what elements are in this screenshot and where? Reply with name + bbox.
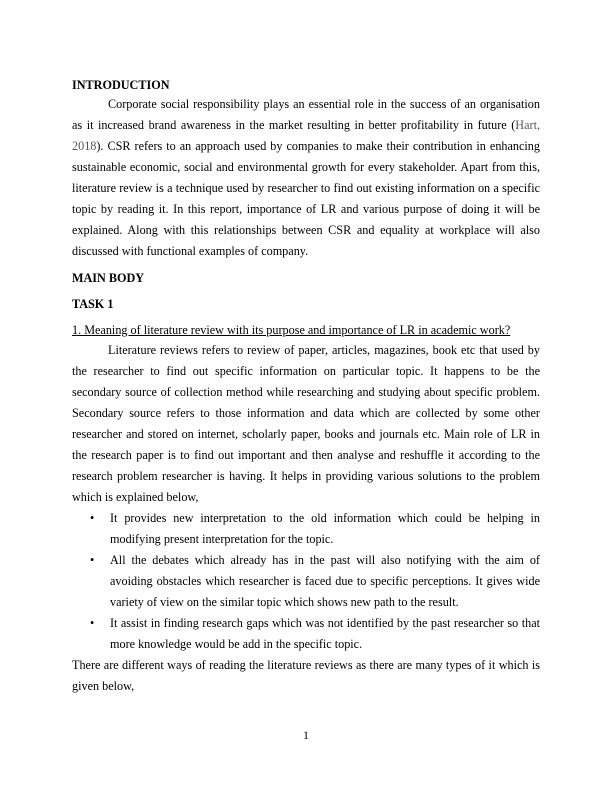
introduction-paragraph [72, 94, 540, 262]
list-item [72, 550, 540, 613]
section-paragraph: Literature reviews refers to review of paper, articles, magazines, book etc that used by the researcher to find out specific information on particular topic. It happens to be the secondary source of collection method while researching and studying about specific problem. Secondary source refers to those information and data which are collected by some other researcher and stored on internet, scholarly paper, books and journals etc. Main role of LR in the research paper is to find out important and then analyse and reshuffle it according to the research problem researcher is having. It helps in providing various solutions to the problem which is explained below, [72, 343, 540, 504]
page-number: 1 [303, 728, 309, 742]
bullet-text: It assist in finding research gaps which was not identified by the past researcher so that more knowledge would be add in the specific topic. [110, 616, 540, 651]
introduction-heading: INTRODUCTION [72, 78, 170, 92]
intro-text-end: ). CSR refers to an approach used by companies to make their contribution in enhancing sustainable economic, social and environmental growth for every stakeholder. Apart from this, literature review is a technique used by researcher to find out existing information on a specific topic by reading it. In this report, importance of LR and various purpose of doing it will be explained. Along with this relationships between CSR and equality at workplace will also discussed with functional examples of company. [72, 139, 540, 258]
bullet-text: All the debates which already has in the past will also notifying with the aim of avoiding obstacles which researcher is faced due to specific perceptions. It gives wide variety of view on the similar topic which shows new path to the result. [110, 553, 540, 609]
citation: Hart, 2018 [72, 118, 540, 153]
bullet-icon: • [90, 616, 95, 630]
section-subheading: 1. Meaning of literature review with its purpose and importance of LR in academic work? [72, 323, 511, 337]
intro-text-start: Corporate social responsibility plays an essential role in the success of an organisation as it increased brand awareness in the market resulting in better profitability in future ( [72, 97, 540, 132]
bullet-icon: • [90, 511, 95, 525]
list-item [72, 508, 540, 550]
bullet-text: It provides new interpretation to the old information which could be helping in modifying present interpretation for the topic. [110, 511, 540, 546]
main-body-heading: MAIN BODY [72, 271, 145, 285]
bullet-list [72, 508, 540, 655]
bullet-icon: • [90, 553, 95, 567]
document-page [72, 76, 540, 697]
list-item [72, 613, 540, 655]
task-heading: TASK 1 [72, 297, 114, 311]
closing-paragraph: There are different ways of reading the literature reviews as there are many types of it which is given below, [72, 658, 540, 693]
